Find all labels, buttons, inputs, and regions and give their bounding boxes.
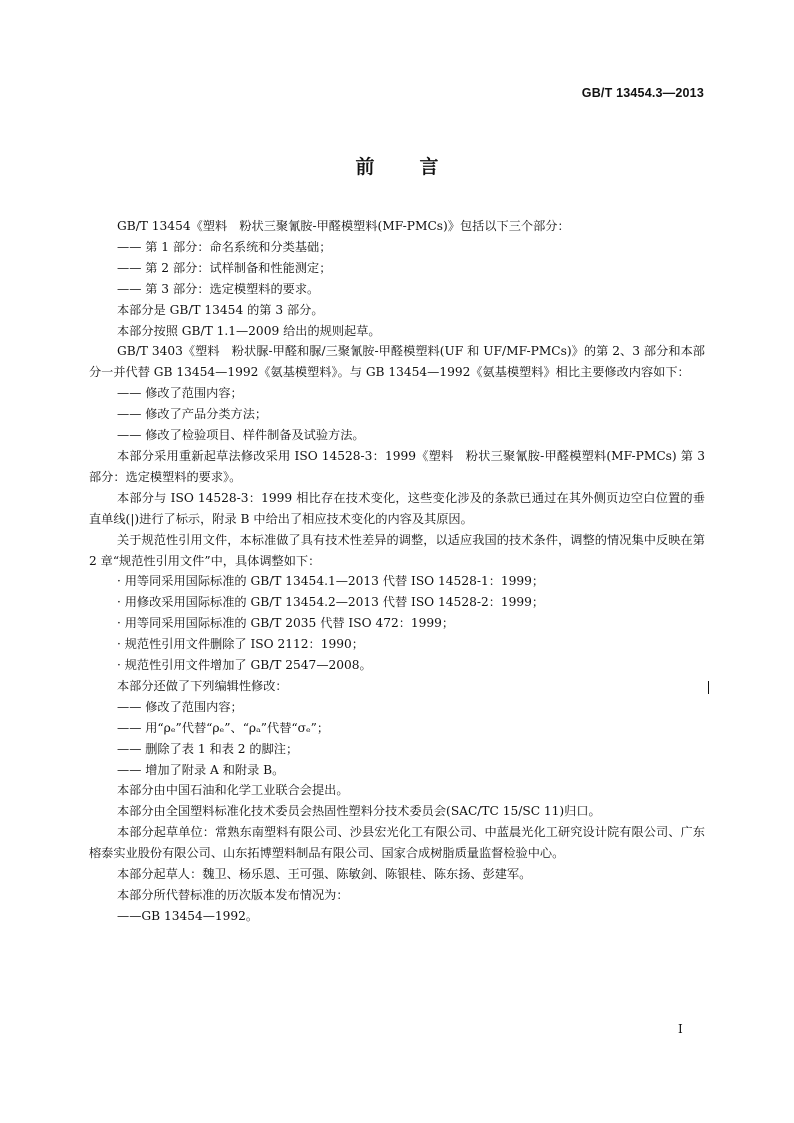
paragraph-replacement: GB/T 3403《塑料 粉状脲-甲醛和脲/三聚氰胺-甲醛模塑料(UF 和 UF/MF-PMCs)》的第 2、3 部分和本部分一并代替 GB 13454—1992《氨基模塑料》。与 GB 13454—1992《氨基模塑料》相比主要修改内容如下： — [89, 344, 705, 380]
standard-number: GB/T 13454.3—2013 — [581, 86, 704, 100]
list-item-editorial: —— 删除了表 1 和表 2 的脚注； — [117, 741, 299, 756]
page-title: 前言 — [355, 156, 484, 178]
page-number: I — [678, 1022, 683, 1036]
paragraph-editorial-intro: 本部分还做了下列编辑性修改： — [117, 678, 288, 693]
paragraph-proposer: 本部分由中国石油和化学工业联合会提出。 — [117, 783, 349, 798]
list-item-editorial: —— 修改了范围内容； — [117, 699, 243, 714]
list-item-change: —— 修改了检验项目、样件制备及试验方法。 — [117, 428, 365, 443]
list-item-part-3: —— 第 3 部分：选定模塑料的要求。 — [117, 281, 320, 296]
list-item-previous-edition: ——GB 13454—1992。 — [117, 908, 259, 923]
list-item-editorial: —— 用“ρₑ”代替“ρₑ”、“ρₐ”代替“σₑ”； — [117, 720, 330, 735]
list-item-reference: · 用修改采用国际标准的 GB/T 13454.2—2013 代替 ISO 14528-2：1999； — [117, 595, 545, 610]
list-item-reference: · 规范性引用文件删除了 ISO 2112：1990； — [117, 637, 364, 652]
paragraph-edition-history: 本部分所代替标准的历次版本发布情况为： — [117, 888, 349, 902]
paragraph-committee: 本部分由全国塑料标准化技术委员会热固性塑料分技术委员会(SAC/TC 15/SC 11)归口。 — [117, 804, 601, 819]
paragraph-iso-adoption: 本部分采用重新起草法修改采用 ISO 14528-3：1999《塑料 粉状三聚氰胺-甲醛模塑料(MF-PMCs) 第 3 部分：选定模塑料的要求》。 — [89, 448, 705, 484]
paragraph-series-intro: GB/T 13454《塑料 粉状三聚氰胺-甲醛模塑料(MF-PMCs)》包括以下三个部分： — [117, 219, 570, 233]
list-item-change: —— 修改了范围内容； — [117, 386, 243, 401]
list-item-reference: · 用等同采用国际标准的 GB/T 2035 代替 ISO 472：1999； — [117, 616, 455, 631]
paragraph-drafting-units: 本部分起草单位：常熟东南塑料有限公司、沙县宏光化工有限公司、中蓝晨光化工研究设计院有限公司、广东榕泰实业股份有限公司、山东拓博塑料制品有限公司、国家合成树脂质量监督检验中心。 — [89, 825, 705, 861]
revision-bar — [708, 681, 709, 694]
list-item-reference: · 用等同采用国际标准的 GB/T 13454.1—2013 代替 ISO 14528-1：1999； — [117, 574, 545, 589]
foreword-body — [89, 216, 705, 927]
paragraph-technical-changes: 本部分与 ISO 14528-3：1999 相比存在技术变化，这些变化涉及的条款已通过在其外侧页边空白位置的垂直单线(|)进行了标示，附录 B 中给出了相应技术变化的内容及其原因。 — [89, 490, 705, 526]
list-item-change: —— 修改了产品分类方法； — [117, 407, 268, 422]
paragraph-drafting-rules: 本部分按照 GB/T 1.1—2009 给出的规则起草。 — [117, 323, 381, 338]
paragraph-part-statement: 本部分是 GB/T 13454 的第 3 部分。 — [117, 302, 324, 317]
list-item-editorial: —— 增加了附录 A 和附录 B。 — [117, 762, 285, 777]
paragraph-normative-references: 关于规范性引用文件，本标准做了具有技术性差异的调整，以适应我国的技术条件，调整的情况集中反映在第 2 章“规范性引用文件”中，具体调整如下： — [89, 532, 705, 568]
paragraph-drafters: 本部分起草人：魏卫、杨乐恩、王可强、陈敏剑、陈银桂、陈东扬、彭建军。 — [117, 867, 532, 882]
list-item-part-2: —— 第 2 部分：试样制备和性能测定； — [117, 260, 332, 275]
list-item-reference: · 规范性引用文件增加了 GB/T 2547—2008。 — [117, 658, 372, 673]
list-item-part-1: —— 第 1 部分：命名系统和分类基础； — [117, 239, 332, 254]
